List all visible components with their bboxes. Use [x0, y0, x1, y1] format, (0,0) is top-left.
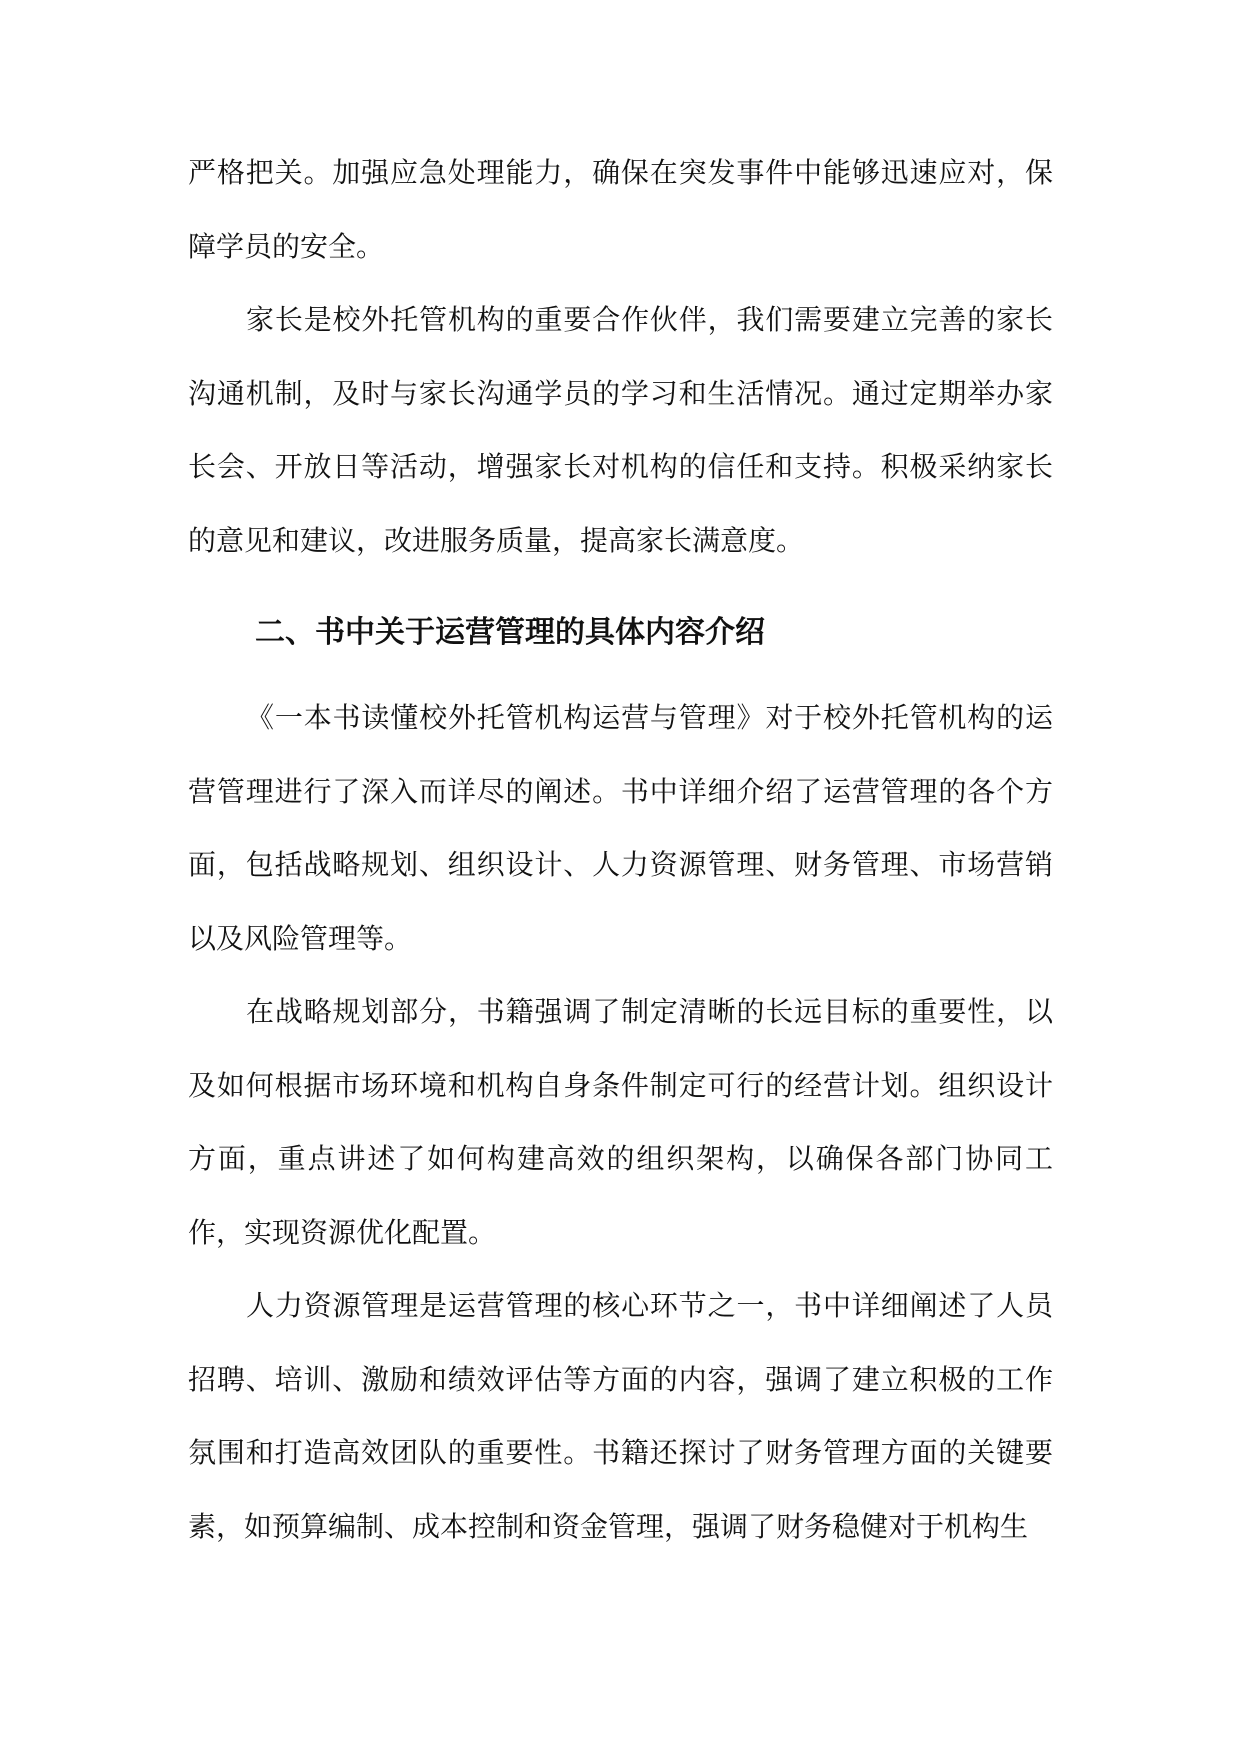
- paragraph-strategy-planning: 在战略规划部分，书籍强调了制定清晰的长远目标的重要性，以及如何根据市场环境和机构自身条件制定可行的经营计划。组织设计方面，重点讲述了如何构建高效的组织架构，以确保各部门协同工作，实现资源优化配置。: [188, 995, 1053, 1249]
- paragraph-parent-communication: 家长是校外托管机构的重要合作伙伴，我们需要建立完善的家长沟通机制，及时与家长沟通学员的学习和生活情况。通过定期举办家长会、开放日等活动，增强家长对机构的信任和支持。积极采纳家长的意见和建议，改进服务质量，提高家长满意度。: [188, 303, 1053, 557]
- paragraph-continuation: 严格把关。加强应急处理能力，确保在突发事件中能够迅速应对，保障学员的安全。: [188, 156, 1053, 263]
- paragraph-book-overview: 《一本书读懂校外托管机构运营与管理》对于校外托管机构的运营管理进行了深入而详尽的阐述。书中详细介绍了运营管理的各个方面，包括战略规划、组织设计、人力资源管理、财务管理、市场营销以及风险管理等。: [188, 701, 1053, 955]
- section-heading: 二、书中关于运营管理的具体内容介绍: [255, 615, 765, 650]
- document-body: [188, 136, 1053, 1563]
- paragraph-human-resources: 人力资源管理是运营管理的核心环节之一，书中详细阐述了人员招聘、培训、激励和绩效评估等方面的内容，强调了建立积极的工作氛围和打造高效团队的重要性。书籍还探讨了财务管理方面的关键要素，如预算编制、成本控制和资金管理，强调了财务稳健对于机构生: [188, 1289, 1053, 1543]
